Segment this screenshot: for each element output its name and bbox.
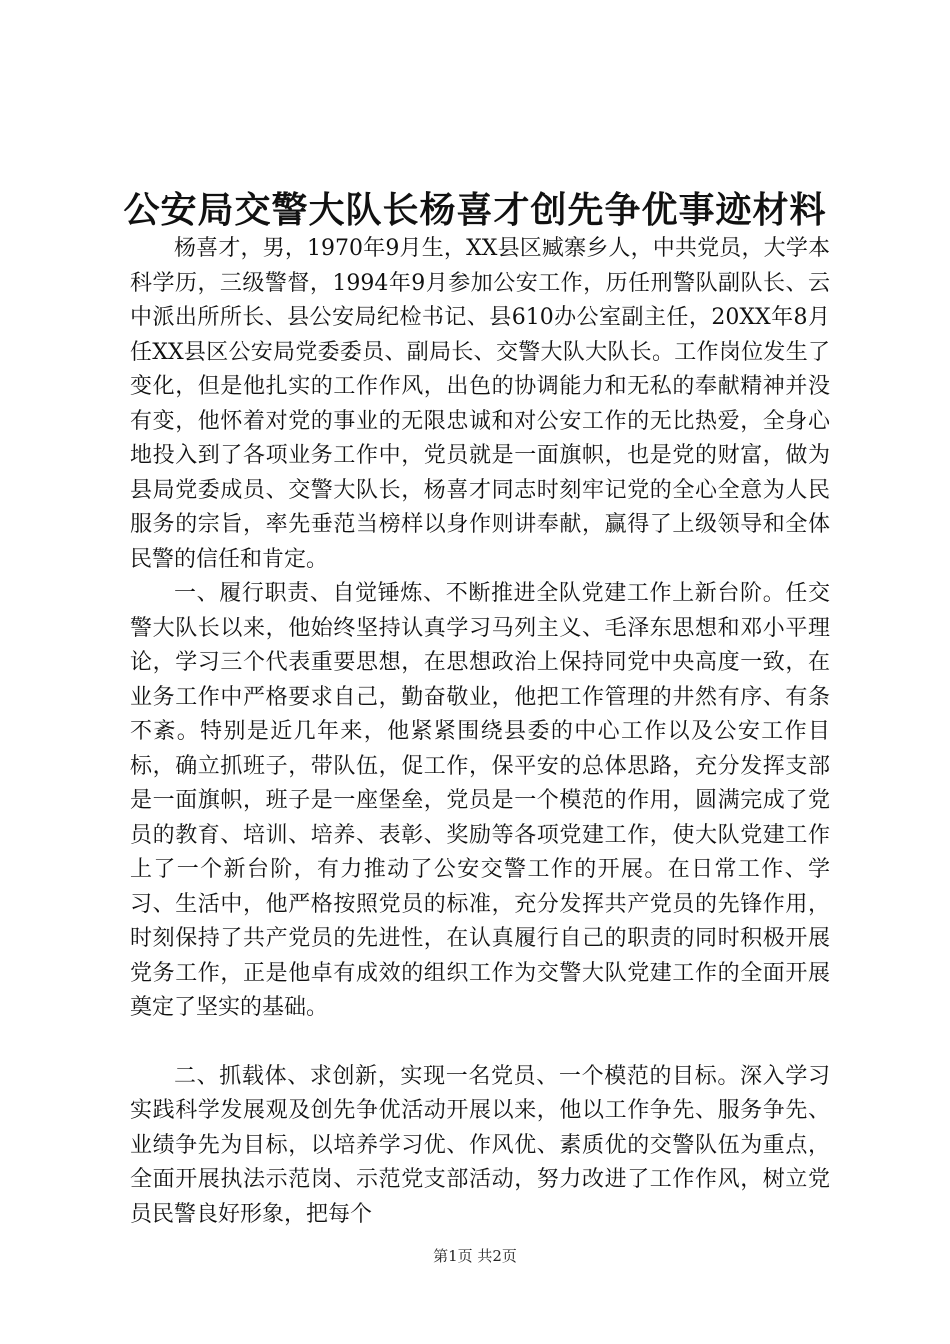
- document-body: [130, 232, 830, 1232]
- paragraph-intro: 杨喜才，男，1970年9月生，XX县区臧寨乡人，中共党员，大学本科学历，三级警督，1994年9月参加公安工作，历任刑警队副队长、云中派出所所长、县公安局纪检书记、县610办公室副主任，20XX年8月任XX县区公安局党委委员、副局长、交警大队大队长。工作岗位发生了变化，但是他扎实的工作作风，出色的协调能力和无私的奉献精神并没有变，他怀着对党的事业的无限忠诚和对公安工作的无比热爱，全身心地投入到了各项业务工作中，党员就是一面旗帜，也是党的财富，做为县局党委成员、交警大队长，杨喜才同志时刻牢记党的全心全意为人民服务的宗旨，率先垂范当榜样以身作则讲奉献，赢得了上级领导和全体民警的信任和肯定。: [130, 236, 830, 572]
- document-title: 公安局交警大队长杨喜才创先争优事迹材料: [123, 189, 827, 231]
- page-number-footer: 第1页 共2页: [433, 1247, 517, 1265]
- paragraph-section-one: 一、履行职责、自觉锤炼、不断推进全队党建工作上新台阶。任交警大队长以来，他始终坚持认真学习马列主义、毛泽东思想和邓小平理论，学习三个代表重要思想，在思想政治上保持同党中央高度一致，在业务工作中严格要求自己，勤奋敬业，他把工作管理的井然有序、有条不紊。特别是近几年来，他紧紧围绕县委的中心工作以及公安工作目标，确立抓班子，带队伍，促工作，保平安的总体思路，充分发挥支部是一面旗帜，班子是一座堡垒，党员是一个模范的作用，圆满完成了党员的教育、培训、培养、表彰、奖励等各项党建工作，使大队党建工作上了一个新台阶，有力推动了公安交警工作的开展。在日常工作、学习、生活中，他严格按照党员的标准，充分发挥共产党员的先锋作用，时刻保持了共产党员的先进性，在认真履行自己的职责的同时积极开展党务工作，正是他卓有成效的组织工作为交警大队党建工作的全面开展奠定了坚实的基础。: [130, 581, 830, 1020]
- paragraph-section-two: 二、抓载体、求创新，实现一名党员、一个模范的目标。深入学习实践科学发展观及创先争优活动开展以来，他以工作争先、服务争先、业绩争先为目标，以培养学习优、作风优、素质优的交警队伍为重点，全面开展执法示范岗、示范党支部活动，努力改进了工作作风，树立党员民警良好形象，把每个: [130, 1063, 830, 1227]
